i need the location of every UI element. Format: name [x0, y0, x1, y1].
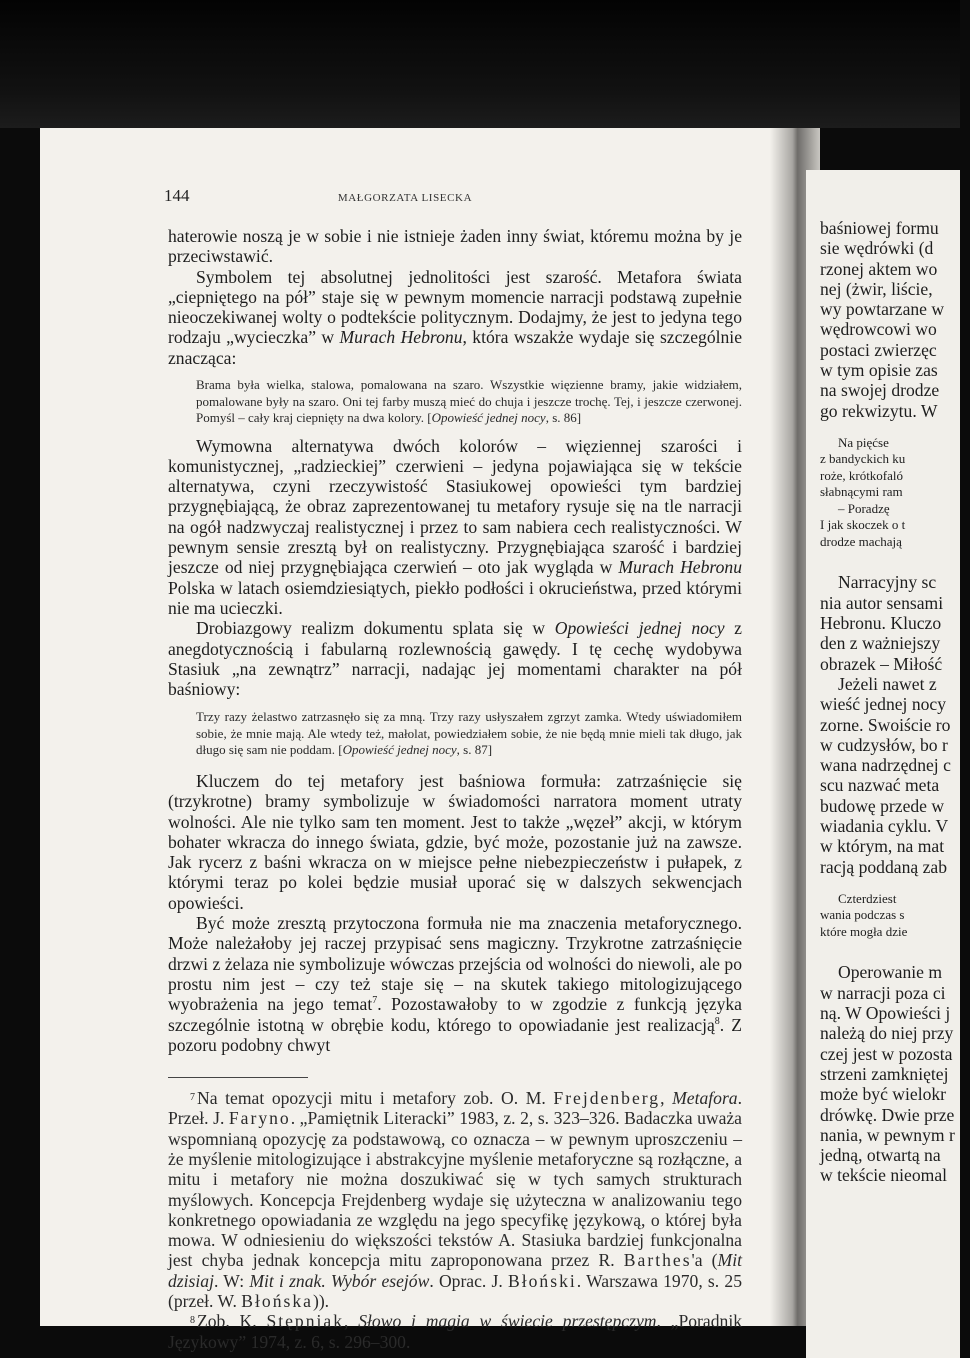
right-page-line: w którym, na mat	[820, 836, 945, 857]
right-page-line: Na pięćse	[838, 434, 889, 450]
right-page-text	[820, 218, 970, 1186]
right-page-fragment	[806, 170, 960, 1358]
right-page-line: budowę przede w	[820, 795, 945, 816]
right-page-line: w narracji poza ci	[820, 982, 946, 1003]
right-page-line: scu nazwać meta	[820, 775, 940, 796]
right-page-line: postaci zwierzęc	[820, 339, 937, 360]
right-page-line: wy powtarzane w	[820, 299, 945, 320]
paragraph-6: Być może zresztą przytoczona formuła nie ma znaczenia metaforycznego. Może należałoby jej raczej przypisać sens magiczny. Trzykrotne zatrzaśnięcie drzwi z żelaza nie symbolizuje wówczas przejścia od wolności do niewoli, ale po prostu nim jest – czy też staje się – na skutek takiego mitologizującego wyobrażenia na jego temat$^7$. Pozostawałoby to w zgodzie z funkcją języka szczególnie istotną w obrębie kodu, którego to opowiadanie jest realizacją$^8$. Z pozoru podobny chwyt	[168, 913, 742, 1055]
right-page-line: go rekwizytu. W	[820, 400, 938, 421]
right-page-line: sie wędrówki (d	[820, 238, 934, 259]
right-page-line: Hebronu. Kluczo	[820, 613, 942, 634]
right-quote-group-1	[820, 435, 970, 551]
right-page-line: roże, krótkofaló	[820, 467, 904, 483]
page-number: 144	[164, 186, 190, 205]
right-page-line: wana nadrzędnej c	[820, 755, 951, 776]
right-page-line: rzonej aktem wo	[820, 258, 938, 279]
paragraph-3: Wymowna alternatywa dwóch kolorów – więziennej szarości i komunistycznej, „radzieckiej” czerwieni – jedyna pojawiająca się w tekście alternatywa, czyni rzeczywistość Stasiukowej opowieści tym bardziej przygnębiającą, że obraz zaprezentowanej tu metafory rysuje się na tle narracji na ogół nadzwyczaj realistycznej i przez to sam nabiera cech realistyczności. W pewnym sensie zresztą był on realistyczny. Przygnębiająca szarość i bardziej jeszcze od niej przygnębiająca czerwień – oto jak wygląda w Murach Hebronu Polska w latach osiemdziesiątych, piekło podłości i okrucieństwa, przed którymi nie ma ucieczki.	[168, 435, 742, 618]
footnote-ref-7: 7	[372, 995, 378, 1007]
right-page-line: racją poddaną zab	[820, 856, 947, 877]
right-page-line: na swojej drodze	[820, 380, 940, 401]
right-page-line: w cudzysłów, bo r	[820, 734, 948, 755]
paragraph-2: Symbolem tej absolutnej jednolitości jest szarość. Metafora świata „ciepniętego na pół” staje się w pewnym momencie narracji podstawą zupełnie nieoczekiwanej wolty o podtekście politycznym. Dodajmy, że jest to jedyna tego rodzaju „wycieczka” w Murach Hebronu, która wszakże wydaje się szczególnie znacząca:	[168, 266, 742, 368]
footnote-separator	[168, 1077, 308, 1078]
right-page-line: obrazek – Miłość	[820, 653, 943, 674]
right-page-line: jedną, otwartą na	[820, 1145, 941, 1166]
right-page-line: baśniowej formu	[820, 218, 939, 238]
right-page-line: w tym opisie zas	[820, 360, 938, 381]
right-page-line: Jeżeli nawet z	[838, 673, 937, 694]
right-quote-group-2	[820, 891, 970, 941]
right-page-line: Narracyjny sc	[838, 572, 937, 593]
right-page-line: I jak skoczek o t	[820, 517, 906, 533]
right-page-line: należą do niej przy	[820, 1023, 954, 1044]
footnote-ref-8: 8	[714, 1015, 720, 1027]
block-quote-2: Trzy razy żelastwo zatrzasnęło się za mną. Trzy razy usłyszałem zgrzyt zamka. Wtedy uświadomiłem sobie, że mnie mają. Ale wtedy też, małolat, powiedziałem sobie, że nie będą mnie mieli tak długo, jak długo się sam nie poddam. [Opowieść jednej nocy, s. 87]	[196, 709, 742, 758]
right-page-line: Czterdziest	[838, 890, 897, 906]
right-page-line: czej jest w pozosta	[820, 1043, 953, 1064]
footnote-7: $^7$ Na temat opozycji mitu i metafory zob. O. M. Frejdenberg, Metafora. Przeł. J. Faryno. „Pamiętnik Literacki” 1983, z. 2, s. 323–326. Badaczka uważa wspomnianą opozycję za podstawową, co oznacza – w pewnym uproszczeniu – że myślenie mitologizujące i abstrakcyjne myślenie metaforyczne są rozłączne, a mitu i metafory nie można doszukiwać się w tych samych strukturach myślowych. Koncepcja Frejdenberg wydaje się użyteczna w analizowaniu tego konkretnego opowiadania ze względu na jego specyfikę językową, o której była mowa. W odniesieniu do większości tekstów A. Stasiuka bardziej funkcjonalna jest chyba jednak koncepcja mitu zaproponowana przez R. Barthes'a (Mit dzisiaj. W: Mit i znak. Wybór esejów. Oprac. J. Błoński. Warszawa 1970, s. 25 (przeł. W. Błońska)).	[168, 1088, 743, 1312]
right-lines-group-2	[820, 572, 970, 876]
paragraph-1: haterowie noszą je w sobie i nie istnieje żaden inny świat, któremu można by je przeciwstawić.	[168, 226, 742, 267]
paragraph-5: Kluczem do tej metafory jest baśniowa formuła: zatrzaśnięcie się (trzykrotne) bramy symbolizuje w świadomości narratora moment utraty wolności. Ale nie tylko sam ten moment. Jest to także „węzeł” akcji, w którym bohater wkracza do innego świata, gdzie, być może, pozostanie już na zawsze. Jak rycerz z baśni wkracza on w miejsce pełne niebezpieczeństw i pułapek, z którymi teraz po kolei będzie musiał uporać się w dalszych sekwencjach opowieści.	[168, 770, 742, 913]
right-page-line: zorne. Swoiście ro	[820, 714, 951, 735]
right-page-line: drodze machają	[820, 533, 902, 549]
paragraph-4: Drobiazgowy realizm dokumentu splata się w Opowieści jednej nocy z anegdotycznością i fabularną rozlewnością gawędy. I tę cechę wydobywa Stasiuk „na zewnątrz” narracji, nadając jej momentami charakter na pół baśniowy:	[168, 618, 742, 700]
body-text	[168, 226, 742, 1352]
right-page-line: nia autor sensami	[820, 592, 944, 613]
title-italic: Murach Hebronu	[339, 327, 463, 348]
right-page-line: strzeni zamkniętej	[820, 1063, 949, 1084]
right-page-line: z bandyckich ku	[820, 451, 906, 467]
right-page-line: ną. W Opowieści j	[820, 1003, 951, 1024]
left-page	[40, 128, 792, 1352]
right-page-line: wieść jednej nocy	[820, 694, 947, 715]
footnote-8: $^8$ Zob. K. Stępniak, Słowo i magia w świecie przestępczym. „Poradnik Językowy” 1974, z. 6, s. 296–300.	[168, 1311, 743, 1352]
right-page-line: den z ważniejszy	[820, 633, 941, 654]
right-page-line: które mogła dzie	[820, 923, 908, 939]
right-page-line: – Poradzę	[838, 500, 890, 516]
right-lines-group-3	[820, 962, 970, 1185]
right-page-line: nej (żwir, liście,	[820, 278, 933, 299]
right-page-line: nania, w pewnym r	[820, 1124, 955, 1145]
right-page-line: w tekście nieomal	[820, 1165, 948, 1186]
right-page-line: drówkę. Dwie prze	[820, 1104, 955, 1125]
right-page-line: może być wielokr	[820, 1084, 947, 1105]
block-quote-1: Brama była wielka, stalowa, pomalowana na szaro. Wszystkie więzienne bramy, jakie widziałem, pomalowane były na szaro. Oni tej farby muszą mieć do chuja i jeszcze trochę. Tej, i jeszcze czerwonej. Pomyśl – cały kraj ciepnięty na dwa kolory. [Opowieść jednej nocy, s. 86]	[196, 377, 742, 426]
right-page-line: wędrowcowi wo	[820, 319, 937, 340]
running-head: MAŁGORZATA LISECKA	[337, 192, 473, 204]
right-lines-group-1	[820, 218, 970, 421]
right-page-line: wania podczas s	[820, 907, 905, 923]
right-page-line: wiadania cyklu. V	[820, 816, 949, 837]
right-page-line: słabnącymi ram	[820, 484, 903, 500]
scan-background-top	[0, 0, 960, 128]
right-page-line: Operowanie m	[838, 962, 943, 983]
